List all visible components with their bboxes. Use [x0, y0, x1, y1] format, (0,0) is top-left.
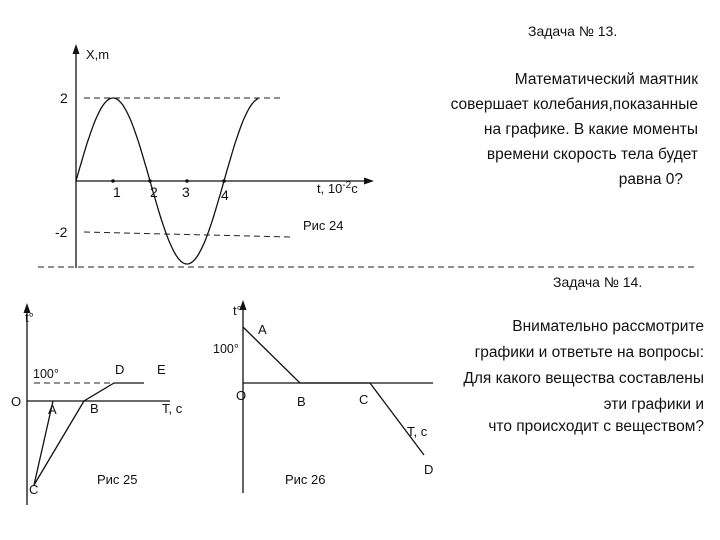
- task13-question-line: Математический маятник: [514, 71, 698, 88]
- fig26-graph: [243, 327, 424, 455]
- task13-y-axis-arrow: [73, 44, 80, 54]
- task13-x-tick-2: 2: [150, 184, 158, 200]
- fig25-x-label: T, c: [162, 401, 183, 416]
- task13-min-dashline: [84, 232, 290, 237]
- task14-question-line: Для какого вещества составлены: [463, 370, 704, 387]
- task13-title: Задача № 13.: [528, 23, 618, 39]
- x-tick-mark: [111, 179, 115, 183]
- task13-x-tick-4: 4: [221, 187, 229, 203]
- fig25-graph: [34, 383, 144, 485]
- fig25-temp-label: 100°: [33, 367, 59, 381]
- fig26-y-label: t°: [233, 303, 242, 318]
- task13-x-tick-1: 1: [113, 184, 121, 200]
- x-tick-mark: [148, 179, 152, 183]
- fig26-point-O: O: [236, 388, 247, 403]
- task13-y-tick-2: 2: [60, 90, 68, 106]
- task13-figure-caption: Рис 24: [303, 218, 344, 233]
- fig25-point-B: B: [90, 401, 99, 416]
- task14-figure-25: [11, 303, 183, 505]
- task13-question-line: совершает колебания,показанные: [450, 96, 698, 113]
- task14-title: Задача № 14.: [553, 274, 643, 290]
- fig26-x-label: T, c: [407, 424, 428, 439]
- task13-question: [451, 71, 699, 188]
- task13-question-line: равна 0?: [618, 171, 683, 188]
- task13-x-tick-3: 3: [182, 184, 190, 200]
- task13-question-line: времени скорость тела будет: [486, 146, 698, 163]
- task13-x-label: t, $10^{-2}c$: [317, 180, 358, 196]
- task13-y-label: X,m: [86, 47, 110, 62]
- task13-y-tick-minus2: -2: [55, 224, 68, 240]
- fig25-caption: Рис 25: [97, 472, 138, 487]
- fig25-point-O: O: [11, 394, 22, 409]
- fig26-point-C: C: [359, 392, 369, 407]
- task14-figure-26: [213, 300, 433, 493]
- task14-question-line: что происходит с веществом?: [488, 418, 704, 435]
- fig25-point-C: C: [29, 482, 39, 497]
- fig26-point-B: B: [297, 394, 306, 409]
- task13-x-axis-arrow: [364, 178, 374, 185]
- fig26-temp-label: 100°: [213, 342, 239, 356]
- fig26-point-D: D: [424, 462, 434, 477]
- fig25-point-D: D: [115, 362, 125, 377]
- task14-question-line: Внимательно рассмотрите: [512, 318, 704, 335]
- x-tick-mark: [222, 179, 226, 183]
- fig25-point-E: E: [157, 362, 166, 377]
- fig25-point-A: A: [48, 402, 57, 417]
- x-tick-mark: [185, 179, 189, 183]
- task13-question-line: на графике. В какие моменты: [483, 121, 698, 138]
- task14-question-line: графики и ответьте на вопросы:: [474, 344, 704, 361]
- fig26-caption: Рис 26: [285, 472, 326, 487]
- fig25-y-label: t°: [25, 310, 34, 325]
- task14-question-line: эти графики и: [603, 396, 704, 413]
- task14-question: [463, 318, 704, 435]
- fig26-point-A: A: [258, 322, 267, 337]
